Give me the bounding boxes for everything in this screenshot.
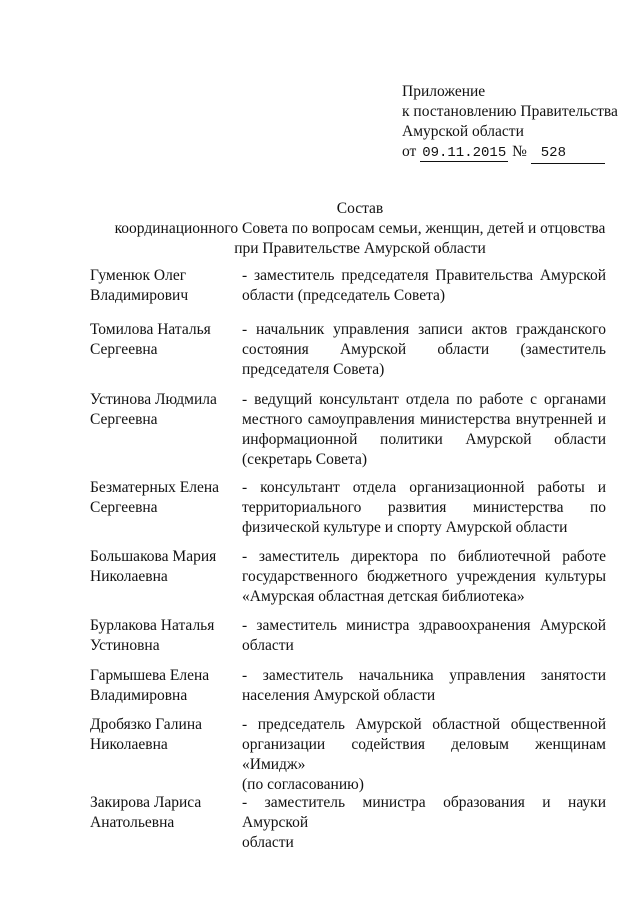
member-patronymic: Николаевна <box>90 736 168 753</box>
appendix-region: Амурской области <box>402 123 524 140</box>
member-patronymic: Владимировна <box>90 687 188 704</box>
appendix-title: Приложение <box>402 83 486 100</box>
role-line: информационной политики Амурской области <box>242 431 606 448</box>
member-patronymic: Сергеевна <box>90 499 158 516</box>
appendix-resolution: к постановлению Правительства <box>402 103 618 120</box>
member-surname-firstname: Безматерных Елена <box>90 479 220 496</box>
member-name <box>90 390 240 430</box>
role-line: местного самоуправления министерства внутренней и <box>242 411 606 428</box>
member-name <box>90 478 240 518</box>
role-line: области (председатель Совета) <box>242 287 446 304</box>
member-name <box>90 793 240 833</box>
role-line: - председатель Амурской областной общественной <box>242 716 606 733</box>
role-line: населения Амурской области <box>242 687 436 704</box>
role-line: «Амурская областная детская библиотека» <box>242 588 525 605</box>
document-heading <box>100 199 620 259</box>
member-role <box>242 266 606 306</box>
member-role <box>242 666 606 706</box>
member-role <box>242 616 606 656</box>
role-line: (по согласованию) <box>242 776 364 793</box>
member-name <box>90 320 240 360</box>
member-role <box>242 793 606 853</box>
number-prefix: № <box>512 143 527 160</box>
heading-title: Состав <box>336 200 384 217</box>
member-patronymic: Сергеевна <box>90 411 158 428</box>
member-surname-firstname: Дробязко Галина <box>90 716 202 733</box>
role-line: - ведущий консультант отдела по работе с органами <box>242 391 606 408</box>
member-surname-firstname: Гуменюк Олег <box>90 267 187 284</box>
member-role <box>242 715 606 795</box>
member-role <box>242 320 606 380</box>
date-prefix: от <box>402 143 417 160</box>
member-surname-firstname: Бурлакова Наталья <box>90 617 215 634</box>
resolution-date: 09.11.2015 <box>422 145 507 161</box>
member-surname-firstname: Большакова Мария <box>90 548 217 565</box>
member-name <box>90 547 240 587</box>
member-name <box>90 616 240 656</box>
role-line: области <box>242 834 294 851</box>
heading-line-3: при Правительстве Амурской области <box>234 240 486 257</box>
role-line: - начальник управления записи актов гражданского <box>242 321 606 338</box>
member-patronymic: Сергеевна <box>90 341 158 358</box>
heading-line-2: координационного Совета по вопросам семьи, женщин, детей и отцовства <box>114 220 606 237</box>
member-role <box>242 547 606 607</box>
member-patronymic: Николаевна <box>90 568 168 585</box>
member-name <box>90 715 240 755</box>
member-patronymic: Анатольевна <box>90 814 175 831</box>
role-line: территориального развития министерства по <box>242 499 606 516</box>
member-role <box>242 390 606 470</box>
role-line: (секретарь Совета) <box>242 451 368 468</box>
role-line: физической культуре и спорту Амурской области <box>242 519 568 536</box>
role-line: области <box>242 637 294 654</box>
role-line: государственного бюджетного учреждения культуры <box>242 568 606 585</box>
role-line: - заместитель директора по библиотечной работе <box>242 548 606 565</box>
member-role <box>242 478 606 538</box>
member-name <box>90 666 240 706</box>
member-patronymic: Владимирович <box>90 287 189 304</box>
role-line: - консультант отдела организационной работы и <box>242 479 606 496</box>
member-surname-firstname: Томилова Наталья <box>90 321 211 338</box>
role-line: - заместитель министра образования и науки Амурской <box>242 794 606 831</box>
appendix-block <box>402 82 622 164</box>
member-patronymic: Устиновна <box>90 637 160 654</box>
member-surname-firstname: Закирова Лариса <box>90 794 202 811</box>
role-line: председателя Совета) <box>242 361 385 378</box>
appendix-date-line <box>402 142 622 164</box>
role-line: - заместитель министра здравоохранения Амурской <box>242 617 606 634</box>
role-line: состояния Амурской области (заместитель <box>242 341 606 358</box>
role-line: - заместитель председателя Правительства Амурской <box>242 267 606 284</box>
member-surname-firstname: Гармышева Елена <box>90 667 210 684</box>
resolution-number: 528 <box>531 143 605 164</box>
role-line: организации содействия деловым женщинам «Имидж» <box>242 736 606 773</box>
role-line: - заместитель начальника управления занятости <box>242 667 606 684</box>
member-surname-firstname: Устинова Людмила <box>90 391 217 408</box>
member-name <box>90 266 240 306</box>
